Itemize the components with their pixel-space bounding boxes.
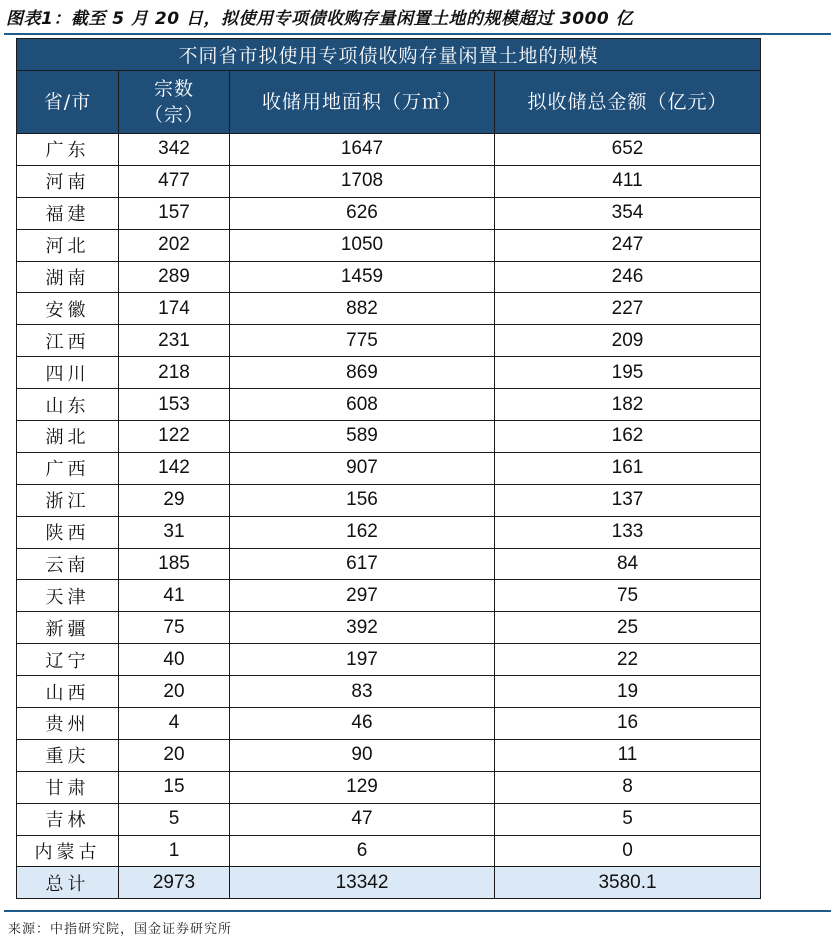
cell-count: 40	[119, 644, 230, 676]
top-rule-divider	[4, 33, 831, 35]
cell-amount: 133	[495, 516, 761, 548]
cell-count: 20	[119, 739, 230, 771]
cell-area: 83	[230, 676, 495, 708]
cell-amount: 19	[495, 676, 761, 708]
cell-province: 山东	[17, 389, 119, 421]
column-header-count	[119, 71, 230, 134]
cell-province: 四川	[17, 357, 119, 389]
cell-amount: 84	[495, 548, 761, 580]
cell-area: 297	[230, 580, 495, 612]
cell-area: 129	[230, 771, 495, 803]
table-row	[17, 516, 761, 548]
cell-area: 156	[230, 484, 495, 516]
cell-amount: 227	[495, 293, 761, 325]
source-note: 来源：中指研究院，国金证券研究所	[8, 922, 233, 937]
cell-province: 湖南	[17, 261, 119, 293]
bottom-rule-divider	[4, 910, 831, 912]
table-row	[17, 421, 761, 453]
cell-area: 1459	[230, 261, 495, 293]
table-row	[17, 357, 761, 389]
cell-count: 122	[119, 421, 230, 453]
cell-amount: 161	[495, 452, 761, 484]
cell-area: 907	[230, 452, 495, 484]
cell-amount: 137	[495, 484, 761, 516]
total-cell-area: 13342	[230, 867, 495, 899]
column-header-count-line2: （宗）	[143, 104, 204, 126]
table-row	[17, 325, 761, 357]
table-caption: 不同省市拟使用专项债收购存量闲置土地的规模	[17, 39, 761, 71]
table-row	[17, 134, 761, 166]
cell-amount: 5	[495, 803, 761, 835]
cell-area: 869	[230, 357, 495, 389]
cell-province: 河北	[17, 229, 119, 261]
cell-province: 云南	[17, 548, 119, 580]
cell-amount: 8	[495, 771, 761, 803]
cell-province: 贵州	[17, 708, 119, 740]
cell-province: 吉林	[17, 803, 119, 835]
cell-province: 浙江	[17, 484, 119, 516]
cell-count: 20	[119, 676, 230, 708]
cell-count: 75	[119, 612, 230, 644]
cell-area: 617	[230, 548, 495, 580]
cell-count: 157	[119, 197, 230, 229]
column-header-row	[17, 71, 761, 134]
cell-area: 1708	[230, 165, 495, 197]
cell-area: 162	[230, 516, 495, 548]
cell-area: 608	[230, 389, 495, 421]
table-row	[17, 293, 761, 325]
table-row	[17, 484, 761, 516]
cell-count: 202	[119, 229, 230, 261]
column-header-amount: 拟收储总金额（亿元）	[495, 71, 761, 134]
cell-area: 46	[230, 708, 495, 740]
cell-count: 477	[119, 165, 230, 197]
cell-province: 新疆	[17, 612, 119, 644]
table-row	[17, 771, 761, 803]
cell-amount: 25	[495, 612, 761, 644]
cell-province: 天津	[17, 580, 119, 612]
cell-area: 1050	[230, 229, 495, 261]
province-land-table	[16, 38, 761, 899]
table-row	[17, 580, 761, 612]
cell-amount: 162	[495, 421, 761, 453]
cell-count: 218	[119, 357, 230, 389]
cell-area: 197	[230, 644, 495, 676]
total-cell-province: 总计	[17, 867, 119, 899]
cell-area: 589	[230, 421, 495, 453]
cell-count: 41	[119, 580, 230, 612]
cell-area: 882	[230, 293, 495, 325]
cell-amount: 182	[495, 389, 761, 421]
cell-amount: 22	[495, 644, 761, 676]
cell-amount: 209	[495, 325, 761, 357]
cell-count: 174	[119, 293, 230, 325]
cell-province: 江西	[17, 325, 119, 357]
cell-count: 185	[119, 548, 230, 580]
total-row	[17, 867, 761, 899]
table-row	[17, 803, 761, 835]
cell-province: 辽宁	[17, 644, 119, 676]
table-row	[17, 739, 761, 771]
cell-amount: 75	[495, 580, 761, 612]
cell-province: 内蒙古	[17, 835, 119, 867]
table-row	[17, 708, 761, 740]
column-header-area: 收储用地面积（万㎡）	[230, 71, 495, 134]
cell-area: 47	[230, 803, 495, 835]
table-row	[17, 835, 761, 867]
cell-amount: 411	[495, 165, 761, 197]
cell-count: 29	[119, 484, 230, 516]
cell-area: 1647	[230, 134, 495, 166]
table-row	[17, 165, 761, 197]
table-row	[17, 452, 761, 484]
table-row	[17, 612, 761, 644]
cell-province: 广西	[17, 452, 119, 484]
cell-count: 4	[119, 708, 230, 740]
column-header-province: 省/市	[17, 71, 119, 134]
table-row	[17, 644, 761, 676]
cell-province: 重庆	[17, 739, 119, 771]
cell-province: 安徽	[17, 293, 119, 325]
table-row	[17, 197, 761, 229]
cell-province: 广东	[17, 134, 119, 166]
cell-count: 15	[119, 771, 230, 803]
table-row	[17, 676, 761, 708]
table-caption-row	[17, 39, 761, 71]
cell-area: 392	[230, 612, 495, 644]
cell-count: 289	[119, 261, 230, 293]
cell-amount: 354	[495, 197, 761, 229]
cell-amount: 247	[495, 229, 761, 261]
cell-province: 甘肃	[17, 771, 119, 803]
cell-area: 626	[230, 197, 495, 229]
cell-count: 231	[119, 325, 230, 357]
column-header-count-line1: 宗数	[153, 78, 194, 100]
cell-count: 142	[119, 452, 230, 484]
cell-area: 775	[230, 325, 495, 357]
cell-province: 山西	[17, 676, 119, 708]
table-row	[17, 548, 761, 580]
cell-count: 342	[119, 134, 230, 166]
cell-province: 福建	[17, 197, 119, 229]
cell-province: 湖北	[17, 421, 119, 453]
cell-count: 153	[119, 389, 230, 421]
table-row	[17, 389, 761, 421]
cell-count: 5	[119, 803, 230, 835]
cell-province: 河南	[17, 165, 119, 197]
cell-area: 6	[230, 835, 495, 867]
figure-title: 图表1：截至 5 月 20 日，拟使用专项债收购存量闲置土地的规模超过 3000 亿	[6, 9, 634, 29]
cell-count: 31	[119, 516, 230, 548]
total-cell-count: 2973	[119, 867, 230, 899]
cell-amount: 195	[495, 357, 761, 389]
cell-amount: 11	[495, 739, 761, 771]
table-row	[17, 229, 761, 261]
table-row	[17, 261, 761, 293]
total-cell-amount: 3580.1	[495, 867, 761, 899]
cell-province: 陕西	[17, 516, 119, 548]
cell-amount: 0	[495, 835, 761, 867]
cell-amount: 16	[495, 708, 761, 740]
cell-count: 1	[119, 835, 230, 867]
cell-area: 90	[230, 739, 495, 771]
cell-amount: 652	[495, 134, 761, 166]
cell-amount: 246	[495, 261, 761, 293]
